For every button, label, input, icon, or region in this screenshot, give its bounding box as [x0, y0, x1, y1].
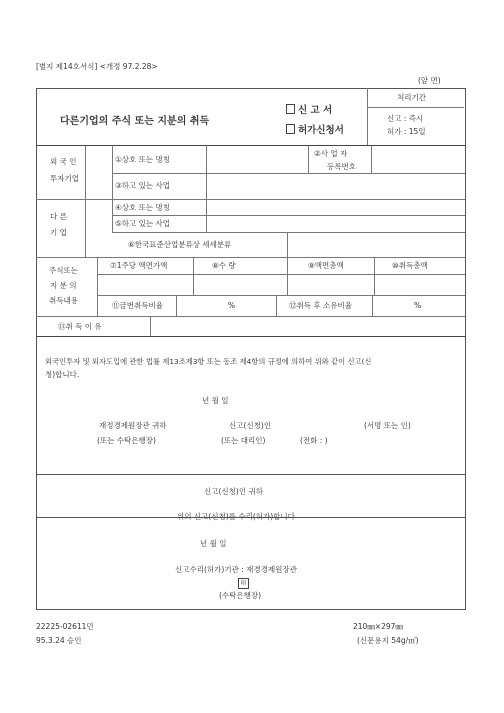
footer-size: 210㎜×297㎜ [353, 622, 403, 631]
footer-code: 22225-02611민 [36, 622, 94, 631]
field-2-input[interactable] [372, 146, 463, 172]
field-5-business: ⑤하고 있는 사업 [115, 219, 170, 228]
field-2-biz-no: ②사 업 자 [314, 149, 348, 158]
receipt-to: 신고(신청)인 귀하 [204, 487, 263, 496]
page-side-label: (앞 면) [418, 76, 441, 85]
form-number: [별지 제14호서식] <개정 97.2.28> [36, 62, 158, 71]
processing-period-label: 처리기간 [397, 93, 426, 102]
declaration-text-2: 청)합니다. [45, 370, 80, 379]
pct-sign-2: % [414, 301, 422, 310]
phone-label: (전화 : ) [300, 436, 328, 445]
receipt-date: 년 월 일 [200, 539, 227, 548]
addressee-minister: 재정경제원장관 귀하 [99, 421, 167, 430]
seal-icon: 印 [238, 578, 249, 589]
col-9-input[interactable] [288, 275, 373, 294]
option-permit[interactable]: 허가신청서 [286, 122, 344, 136]
footer-approval: 95.3.24 승인 [36, 636, 82, 645]
shares-label-2: 지 분 의 [50, 281, 77, 290]
col-8-input[interactable] [194, 275, 286, 294]
declaration-text-1: 외국인투자 및 외자도입에 관한 법률 제13조제3항 또는 동조 제4항의 규정에 의하여 위와 같이 신고(신 [45, 357, 372, 366]
field-1-name: ①상호 또는 명칭 [115, 155, 170, 164]
receipt-accepted: 위의 신고(신청)를 수리(허가)합니다 [177, 512, 295, 521]
pct-sign-1: % [228, 301, 236, 310]
reason-label: ⑬취 득 이 유 [58, 322, 102, 331]
field-6-input[interactable] [288, 233, 463, 256]
footer-paper: (신문용지 54g/㎡) [357, 636, 419, 645]
field-3-input[interactable] [207, 174, 463, 198]
foreign-investor-label-1: 외 국 인 [50, 157, 77, 166]
shares-label-3: 취득내용 [49, 296, 78, 305]
permit-checkbox[interactable] [286, 124, 295, 134]
option-report[interactable]: 신 고 서 [286, 102, 332, 116]
col-10-input[interactable] [375, 275, 463, 294]
applicant-label: 신고(신청)인 [229, 421, 272, 430]
signature-label: (서명 또는 인) [364, 421, 411, 430]
foreign-investor-label-2: 투자기업 [50, 174, 79, 183]
field-11-input[interactable] [177, 296, 275, 315]
field-3-business: ③하고 있는 사업 [115, 181, 170, 190]
field-11-ratio: ⑪금번취득비율 [112, 301, 163, 310]
field-4-name: ④상호 또는 명칭 [115, 203, 170, 212]
processing-report: 신고 : 즉시 [387, 114, 424, 123]
receipt-bank: (수탁은행장) [219, 591, 262, 600]
other-company-label-2: 기 업 [50, 228, 67, 237]
col-8-quantity: ⑧수 량 [212, 261, 236, 270]
field-2-biz-no-b: 등록번호 [327, 162, 356, 171]
col-7-par-value: ⑦1주당 액면가액 [110, 261, 168, 270]
addressee-bank: (또는 수탁은행장) [97, 436, 156, 445]
field-1-input[interactable] [207, 146, 307, 172]
field-6-industry: ⑥한국표준산업분류상 세세분류 [128, 240, 232, 249]
agent-label: (또는 대리인) [221, 436, 266, 445]
report-checkbox[interactable] [286, 104, 295, 114]
form-title: 다른기업의 주식 또는 지분의 취득 [60, 116, 210, 127]
col-7-input[interactable] [98, 275, 192, 294]
field-12-owned-ratio: ⑫취득 후 소유비율 [289, 301, 352, 310]
reason-input[interactable] [151, 317, 463, 335]
field-5-input[interactable] [207, 216, 463, 231]
other-company-label-1: 다 른 [50, 212, 67, 221]
declaration-date: 년 월 일 [202, 396, 229, 405]
receipt-authority: 신고수리(허가)기관 : 재경경제원장관 [175, 565, 297, 574]
col-10-acq-total: ⑩취득총액 [392, 261, 428, 270]
col-9-par-total: ⑨액면총액 [308, 261, 344, 270]
field-4-input[interactable] [207, 200, 463, 214]
shares-label-1: 주식또는 [49, 266, 78, 275]
processing-permit: 허가 : 15일 [387, 127, 426, 136]
